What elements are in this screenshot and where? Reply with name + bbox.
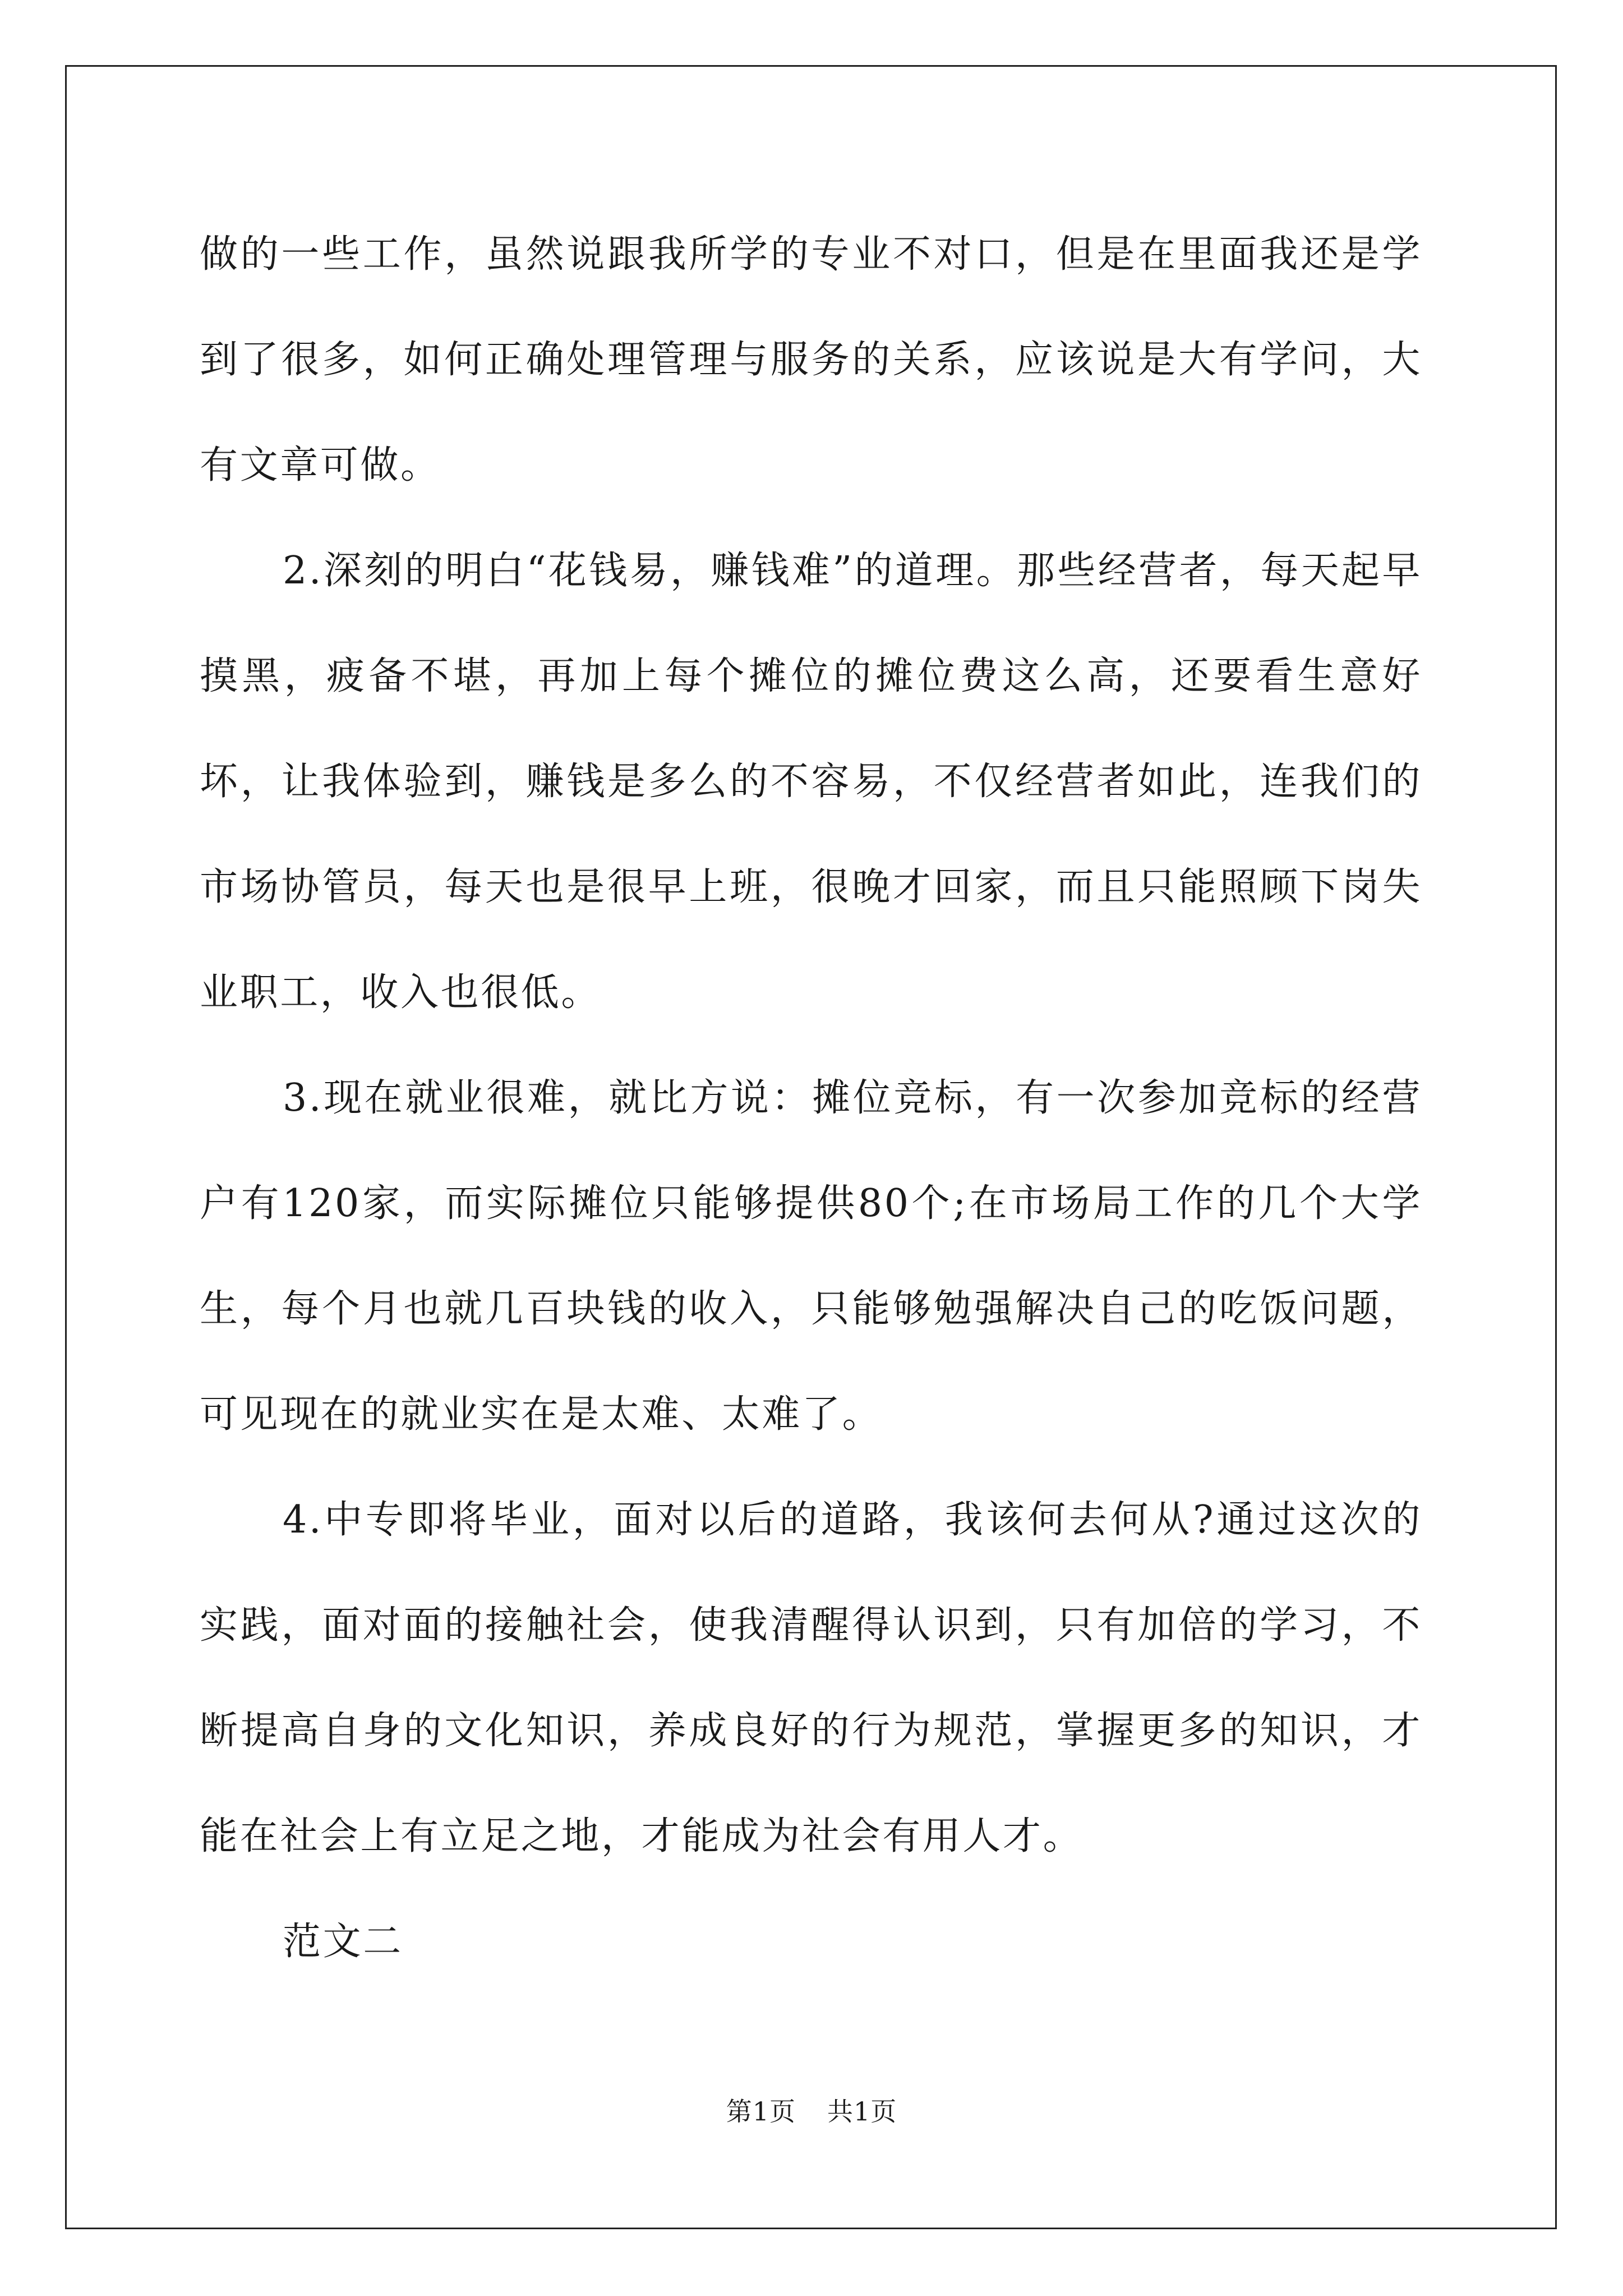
paragraph-4: 4.中专即将毕业，面对以后的道路，我该何去何从?通过这次的实践，面对面的接触社会，使我清醒得认识到，只有加倍的学习，不断提高自身的文化知识，养成良好的行为规范，掌握更多的知识，才能在社会上有立足之地，才能成为社会有用人才。: [200, 1498, 1422, 1858]
paragraph-3: 3.现在就业很难，就比方说：摊位竞标，有一次参加竞标的经营户有120家，而实际摊位只能够提供80个;在市场局工作的几个大学生，每个月也就几百块钱的收入，只能够勉强解决自己的吃饭问题，可见现在的就业实在是太难、太难了。: [200, 1076, 1422, 1437]
page-number: 第1页: [726, 2096, 796, 2127]
section-heading-fanwen-er: 范文二: [283, 1920, 403, 1964]
page-footer: [0, 2091, 1623, 2128]
paragraph-2: 2.深刻的明白“花钱易，赚钱难”的道理。那些经营者，每天起早摸黑，疲备不堪，再加上每个摊位的摊位费这么高，还要看生意好坏，让我体验到，赚钱是多么的不容易，不仅经营者如此，连我们的市场协管员，每天也是很早上班，很晚才回家，而且只能照顾下岗失业职工，收入也很低。: [200, 549, 1422, 1015]
document-body: [200, 202, 1422, 1995]
page-total: 共1页: [827, 2096, 897, 2127]
paragraph-1: 做的一些工作，虽然说跟我所学的专业不对口，但是在里面我还是学到了很多，如何正确处理管理与服务的关系，应该说是大有学问，大有文章可做。: [200, 232, 1422, 487]
